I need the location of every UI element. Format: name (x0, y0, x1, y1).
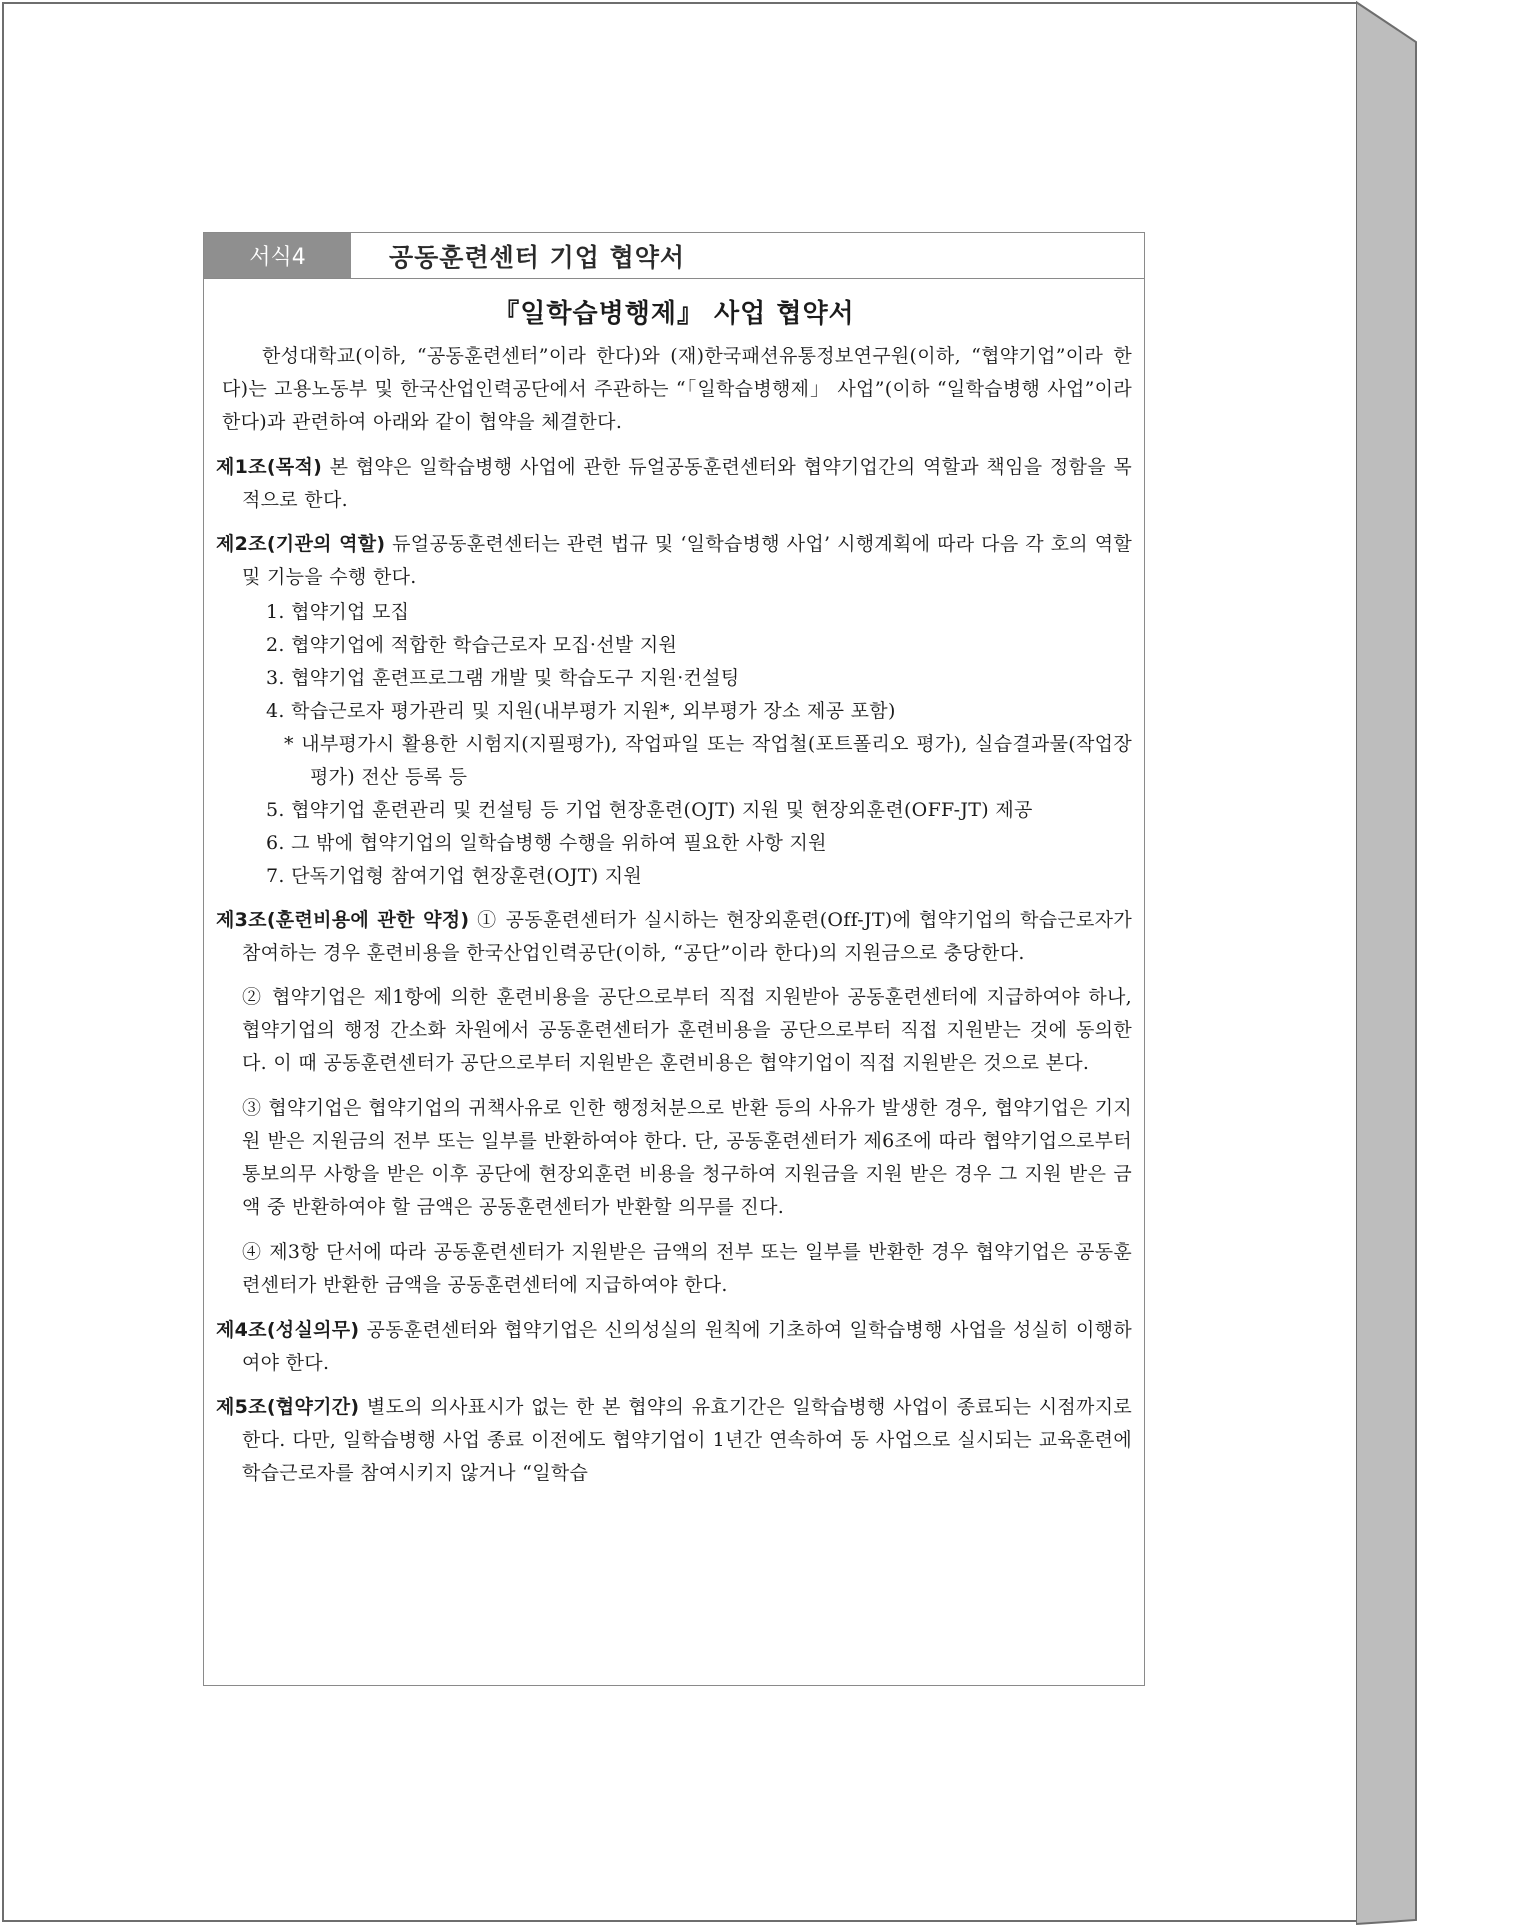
article-text: 별도의 의사표시가 없는 한 본 협약의 유효기간은 일학습병행 사업이 종료되는 시점까지로 한다. 다만, 일학습병행 사업 종료 이전에도 협약기업이 1년간 연속하여 동 사업으로 실시되는 교육훈련에 학습근로자를 참여시키지 않거나 “일학습 (242, 1396, 1132, 1484)
article-heading: 제4조(성실의무) (216, 1319, 360, 1341)
article-text: 공동훈련센터와 협약기업은 신의성실의 원칙에 기초하여 일학습병행 사업을 성실히 이행하여야 한다. (242, 1319, 1132, 1374)
article-3-clause-4: ④ 제3항 단서에 따라 공동훈련센터가 지원받은 금액의 전부 또는 일부를 반환한 경우 협약기업은 공동훈련센터가 반환한 금액을 공동훈련센터에 지급하여야 한다. (242, 1241, 1132, 1296)
article-3-clause-2: ② 협약기업은 제1항에 의한 훈련비용을 공단으로부터 직접 지원받아 공동훈련센터에 지급하여야 하나, 협약기업의 행정 간소화 차원에서 공동훈련센터가 훈련비용을 공단으로부터 직접 지원받는 것에 동의한다. 이 때 공동훈련센터가 공단으로부터 지원받은 훈련비용은 협약기업이 직접 지원받은 것으로 본다. (242, 986, 1132, 1074)
intro-paragraph: 한성대학교(이하, “공동훈련센터”이라 한다)와 (재)한국패션유통정보연구원(이하, “협약기업”이라 한다)는 고용노동부 및 한국산업인력공단에서 주관하는 “「일학습병행제」 사업”(이하 “일학습병행 사업”이라 한다)과 관련하여 아래와 같이 협약을 체결한다. (222, 345, 1132, 433)
document-title: 『일학습병행제』 사업 협약서 (493, 299, 855, 329)
form-number-label: 서식4 (204, 233, 351, 278)
page-edge-shadow (1356, 0, 1516, 1926)
article-5 (216, 1391, 1132, 1490)
list-item: 3. 협약기업 훈련프로그램 개발 및 학습도구 지원·컨설팅 (266, 667, 740, 689)
list-item: 7. 단독기업형 참여기업 현장훈련(OJT) 지원 (266, 865, 643, 887)
list-note: * 내부평가시 활용한 시험지(지필평가), 작업파일 또는 작업철(포트폴리오 평가), 실습결과물(작업장 평가) 전산 등록 등 (284, 733, 1132, 788)
form-header (204, 233, 1144, 279)
article-text: 본 협약은 일학습병행 사업에 관한 듀얼공동훈련센터와 협약기업간의 역할과 책임을 정함을 목적으로 한다. (242, 456, 1132, 511)
article-2-list (216, 596, 1132, 893)
article-heading: 제5조(협약기간) (216, 1396, 360, 1418)
article-heading: 제3조(훈련비용에 관한 약정) (216, 909, 470, 931)
form-box (203, 232, 1145, 1686)
article-3 (216, 904, 1132, 970)
article-1 (216, 451, 1132, 517)
list-item: 2. 협약기업에 적합한 학습근로자 모집·선발 지원 (266, 634, 678, 656)
list-item: 1. 협약기업 모집 (266, 601, 410, 623)
article-4 (216, 1314, 1132, 1380)
article-heading: 제2조(기관의 역할) (216, 533, 386, 555)
document-body (204, 279, 1144, 1490)
list-item: 4. 학습근로자 평가관리 및 지원(내부평가 지원*, 외부평가 장소 제공 포함) (266, 700, 896, 722)
list-item: 5. 협약기업 훈련관리 및 컨설팅 등 기업 현장훈련(OJT) 지원 및 현장외훈련(OFF-JT) 제공 (266, 799, 1033, 821)
article-text: ① 공동훈련센터가 실시하는 현장외훈련(Off-JT)에 협약기업의 학습근로자가 참여하는 경우 훈련비용을 한국산업인력공단(이하, “공단”이라 한다)의 지원금으로 충당한다. (242, 909, 1132, 964)
article-text: 듀얼공동훈련센터는 관련 법규 및 ‘일학습병행 사업’ 시행계획에 따라 다음 각 호의 역할 및 기능을 수행 한다. (242, 533, 1132, 588)
article-heading: 제1조(목적) (216, 456, 323, 478)
article-2 (216, 528, 1132, 594)
list-item: 6. 그 밖에 협약기업의 일학습병행 수행을 위하여 필요한 사항 지원 (266, 832, 827, 854)
form-title: 공동훈련센터 기업 협약서 (389, 242, 686, 272)
article-3-clause-3: ③ 협약기업은 협약기업의 귀책사유로 인한 행정처분으로 반환 등의 사유가 발생한 경우, 협약기업은 기지원 받은 지원금의 전부 또는 일부를 반환하여야 한다. 단, 공동훈련센터가 제6조에 따라 협약기업으로부터 통보의무 사항을 받은 이후 공단에 현장외훈련 비용을 청구하여 지원금을 지원 받은 경우 그 지원 받은 금액 중 반환하여야 할 금액은 공동훈련센터가 반환할 의무를 진다. (242, 1097, 1132, 1218)
